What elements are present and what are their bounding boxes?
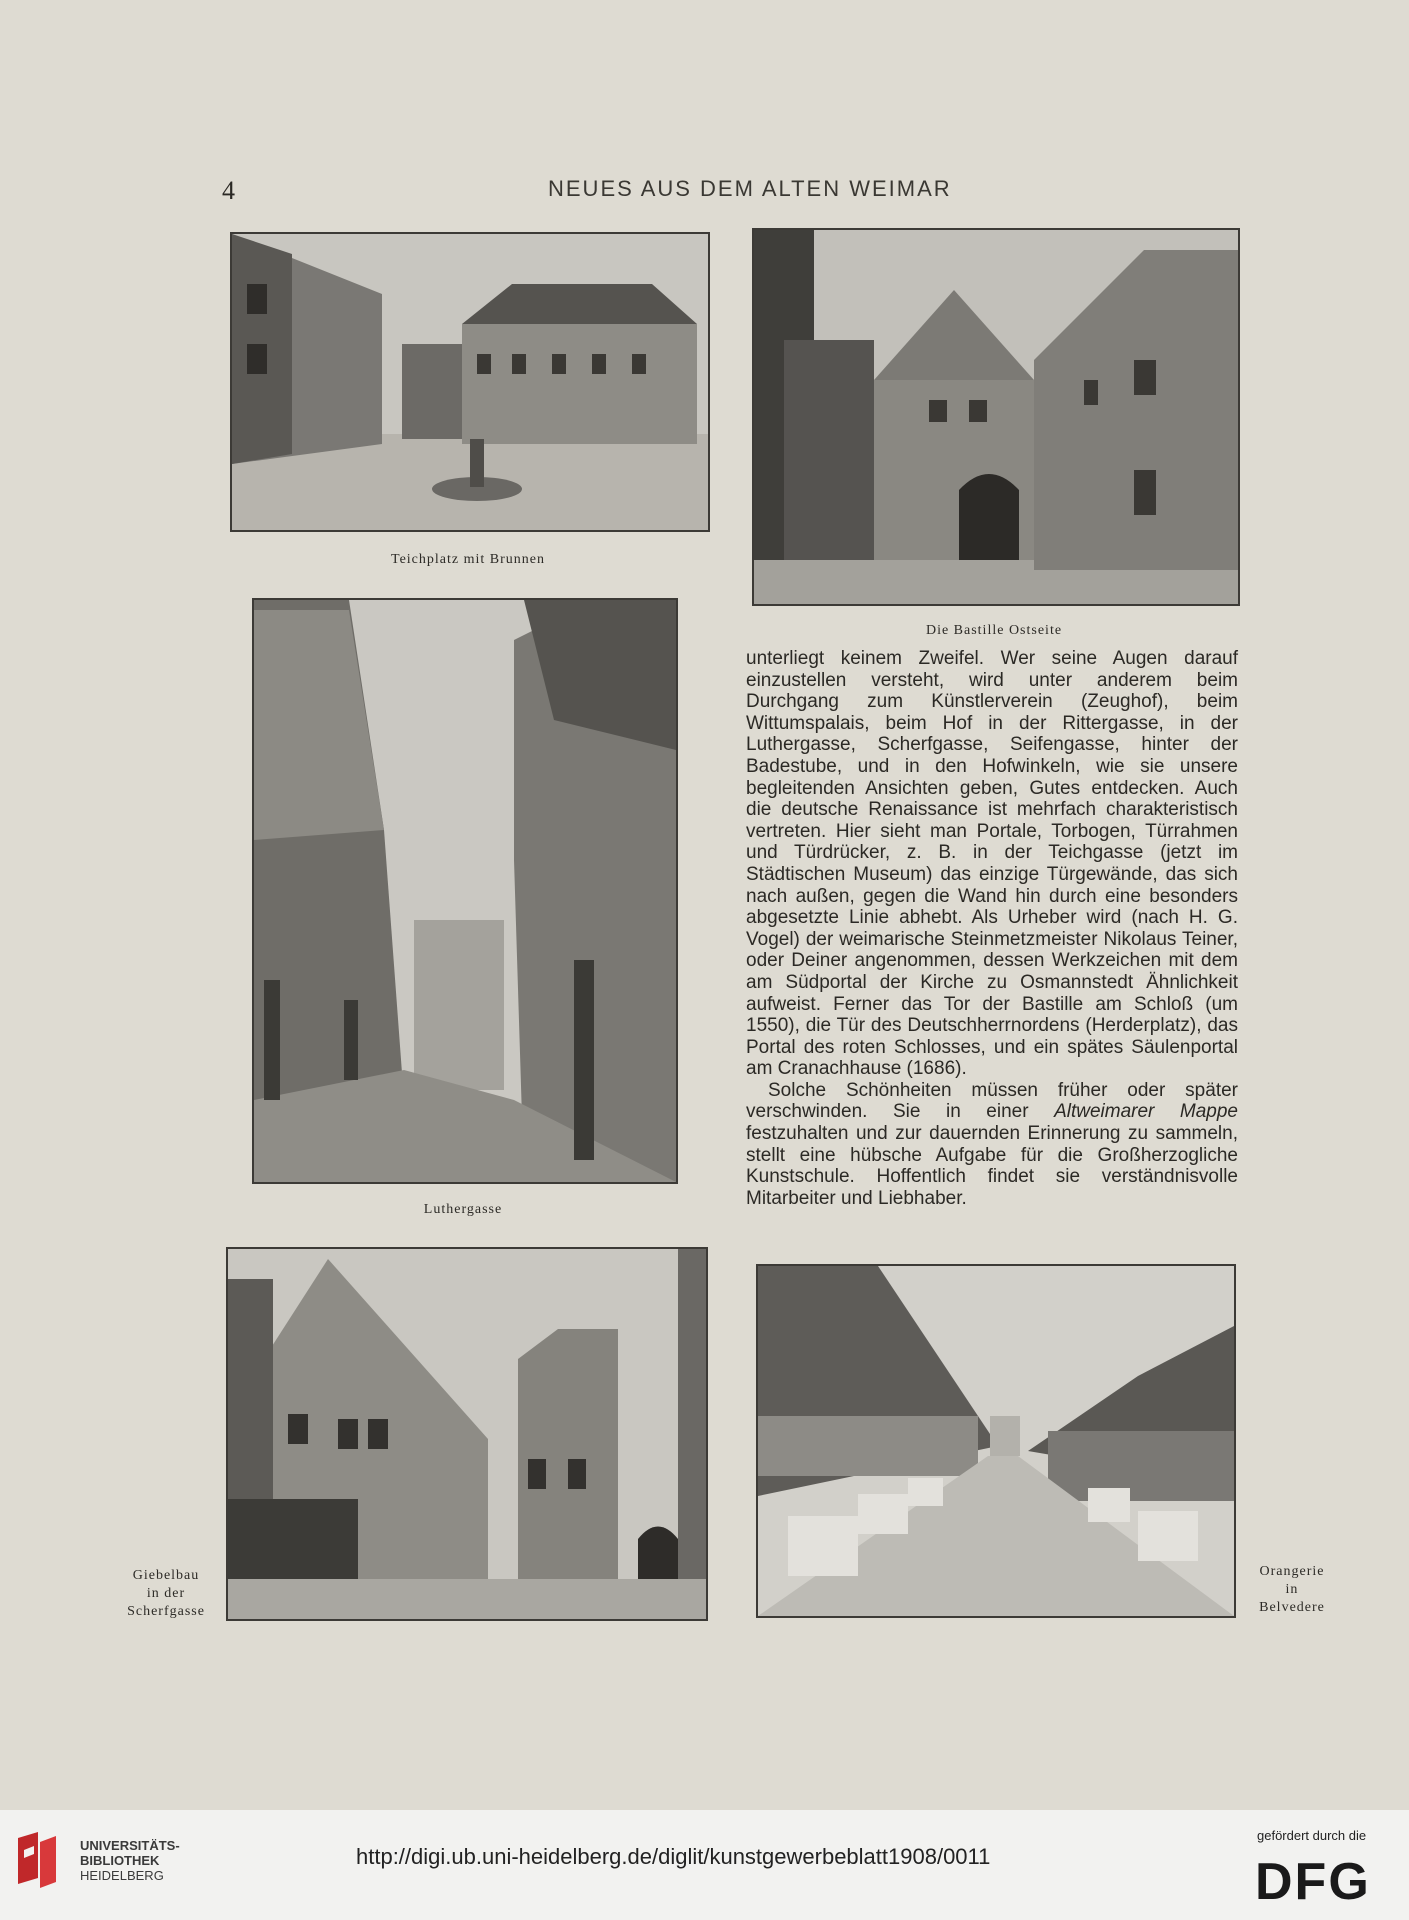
photo-scherfgasse [226, 1247, 708, 1621]
paragraph-1: unterliegt keinem Zweifel. Wer seine Augen darauf einzustellen versteht, wird unter anderem beim Durchgang zum Künstlerverein (Zeughof), beim Wittumspalais, beim Hof in der Rittergasse, in der Luthergasse, Scherfgasse, Seifengasse, hinter der Badestube, und in den Hofwinkeln, wie sie unsere begleitenden Ansichten geben, Gutes entdecken. Auch die deutsche Renaissance ist mehrfach charakteristisch vertreten. Hier sieht man Portale, Torbogen, Türrahmen und Türdrücker, z. B. in der Teichgasse (jetzt im Städtischen Museum) das einzige Türgewände, das sich nach außen, gegen die Wand hin durch eine besonders abgesetzte Linie abhebt. Als Urheber wird (nach H. G. Vogel) der weimarische Steinmetzmeister Nikolaus Teiner, oder Deiner angenommen, dessen Werkzeichen mit dem am Südportal der Kirche zu Osmannstedt Ähnlichkeit aufweist. Ferner das Tor der Bastille am Schloß (um 1550), die Tür des Deutschherrnordens (Herderplatz), das Portal des roten Schlosses, und ein spätes Säulenportal am Cranachhause (1686). [746, 648, 1238, 1080]
caption-luthergasse: Luthergasse [423, 1202, 503, 1217]
caption-orangerie [1250, 1563, 1334, 1617]
permalink-url[interactable]: http://digi.ub.uni-heidelberg.de/diglit/kunstgewerbeblatt1908/0011 [356, 1844, 991, 1869]
library-line-1: UNIVERSITÄTS- [80, 1838, 180, 1853]
caption-scherfgasse-line-3: Scherfgasse [127, 1604, 205, 1619]
paragraph-2-end: festzuhalten und zur dauernden Erinnerung zu sammeln, stellt eine hübsche Aufgabe für die Großherzogliche Kunstschule. Hoffentlich findet sie verständnisvolle Mitarbeiter und Liebhaber. [746, 1123, 1238, 1209]
photo-teichplatz [230, 232, 710, 532]
paragraph-2-italic: Altweimarer Mappe [1054, 1101, 1238, 1123]
photo-orangerie [756, 1264, 1236, 1618]
library-line-3: HEIDELBERG [80, 1868, 164, 1883]
running-title: NEUES AUS DEM ALTEN WEIMAR [548, 176, 952, 201]
page-number: 4 [222, 176, 235, 205]
dfg-logo: DFG [1255, 1853, 1371, 1911]
university-library-name [80, 1838, 180, 1883]
paragraph-2-start: Solche Schönheiten müssen früher oder später verschwinden. Sie in einer [746, 1079, 1238, 1123]
caption-orangerie-line-3: Belvedere [1259, 1600, 1325, 1615]
caption-orangerie-line-1: Orangerie [1259, 1564, 1325, 1579]
caption-teichplatz: Teichplatz mit Brunnen [391, 552, 545, 567]
library-line-2: BIBLIOTHEK [80, 1853, 160, 1868]
photo-bastille [752, 228, 1240, 606]
funding-note: gefördert durch die [1257, 1828, 1367, 1843]
caption-bastille: Die Bastille Ostseite [925, 623, 1063, 638]
caption-scherfgasse-line-1: Giebelbau [132, 1568, 200, 1583]
article-body [746, 648, 1238, 1209]
caption-scherfgasse-line-2: in der [146, 1586, 186, 1601]
caption-scherfgasse [124, 1567, 208, 1621]
university-library-logo-icon [14, 1832, 60, 1892]
photo-luthergasse [252, 598, 678, 1184]
caption-orangerie-line-2: in [1285, 1582, 1299, 1597]
paragraph-2 [746, 1080, 1238, 1210]
